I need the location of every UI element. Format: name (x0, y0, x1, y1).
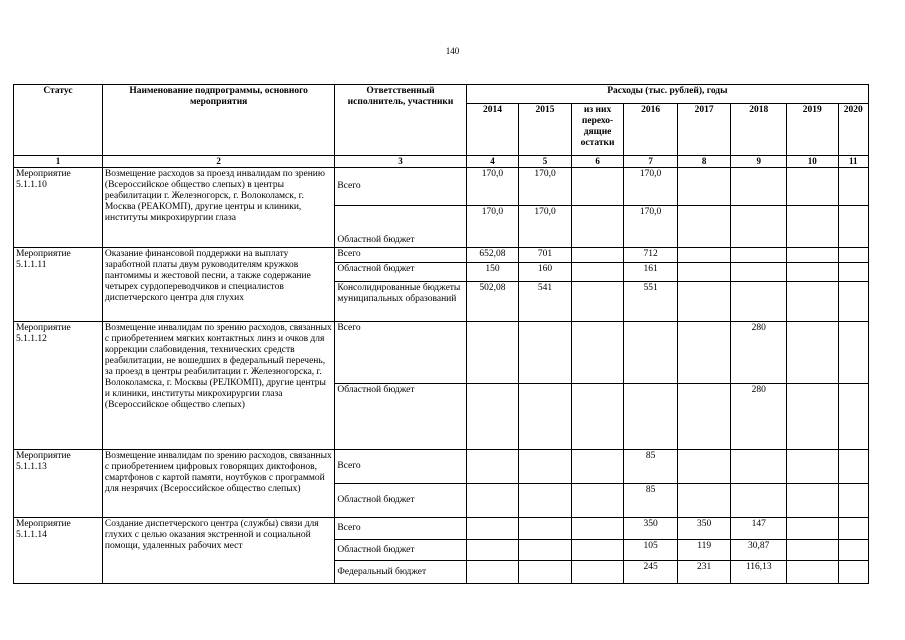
value-cell (677, 263, 731, 282)
value-cell (838, 168, 868, 206)
value-cell (838, 248, 868, 263)
value-cell (571, 518, 624, 540)
value-cell (571, 561, 624, 584)
row-status: Мероприятие 5.1.1.13 (14, 450, 103, 518)
value-cell: 170,0 (519, 206, 572, 248)
row-name: Оказание финансовой поддержки на выплату заработной платы двум руководителям кружков пантомимы и жестовой песни, а также содержание четырех сурдопереводчиков и специалистов диспетчерского центра для глухих (102, 248, 334, 322)
value-cell: 116,13 (731, 561, 787, 584)
value-cell (787, 518, 839, 540)
value-cell (624, 384, 678, 450)
header-year: 2019 (787, 104, 839, 156)
value-cell: 350 (677, 518, 731, 540)
value-cell (519, 322, 572, 384)
row-executor: Областной бюджет (335, 384, 466, 450)
value-cell (466, 484, 519, 518)
value-cell: 652,08 (466, 248, 519, 263)
value-cell (838, 206, 868, 248)
value-cell: 160 (519, 263, 572, 282)
value-cell: 280 (731, 384, 787, 450)
value-cell (838, 561, 868, 584)
row-executor: Областной бюджет (335, 263, 466, 282)
value-cell (787, 450, 839, 484)
header-year: 2017 (677, 104, 731, 156)
value-cell (838, 322, 868, 384)
value-cell (838, 518, 868, 540)
value-cell: 502,08 (466, 282, 519, 322)
value-cell: 161 (624, 263, 678, 282)
row-status: Мероприятие 5.1.1.10 (14, 168, 103, 248)
value-cell: 712 (624, 248, 678, 263)
value-cell (571, 540, 624, 561)
value-cell (624, 322, 678, 384)
column-number: 3 (335, 156, 466, 168)
header-year: 2014 (466, 104, 519, 156)
value-cell (571, 168, 624, 206)
value-cell: 231 (677, 561, 731, 584)
value-cell (677, 206, 731, 248)
value-cell (466, 384, 519, 450)
value-cell (677, 282, 731, 322)
value-cell (571, 206, 624, 248)
value-cell (519, 540, 572, 561)
row-executor: Всего (335, 168, 466, 206)
value-cell (838, 263, 868, 282)
value-cell (838, 484, 868, 518)
value-cell (466, 540, 519, 561)
value-cell (519, 561, 572, 584)
value-cell (787, 206, 839, 248)
value-cell (571, 263, 624, 282)
value-cell (466, 561, 519, 584)
column-number: 7 (624, 156, 678, 168)
header-name: Наименование подпрограммы, основного мероприятия (102, 85, 334, 156)
value-cell: 350 (624, 518, 678, 540)
row-executor: Консолидированные бюджеты муниципальных образований (335, 282, 466, 322)
value-cell (519, 484, 572, 518)
row-name: Возмещение инвалидам по зрению расходов, связанных с приобретением мягких контактных линз и очков для коррекции слабовидения, технических средств реабилитации, не вошедших в федеральный перечень, за проезд в центры реабилитации г. Железногорска, г. Волоколамска, г. Москвы (РЕЛКОМП), другие центры и клиники, институты микрохирургии глаза (Всероссийское общество слепых) (102, 322, 334, 450)
column-number: 5 (519, 156, 572, 168)
value-cell (731, 248, 787, 263)
header-year: 2018 (731, 104, 787, 156)
value-cell (787, 561, 839, 584)
header-year: 2020 (838, 104, 868, 156)
value-cell: 280 (731, 322, 787, 384)
value-cell (787, 168, 839, 206)
row-status: Мероприятие 5.1.1.11 (14, 248, 103, 322)
value-cell: 85 (624, 450, 678, 484)
value-cell: 85 (624, 484, 678, 518)
value-cell (677, 322, 731, 384)
value-cell (787, 540, 839, 561)
value-cell (787, 248, 839, 263)
row-executor: Всего (335, 322, 466, 384)
column-number: 10 (787, 156, 839, 168)
value-cell (731, 484, 787, 518)
value-cell (571, 322, 624, 384)
row-executor: Всего (335, 248, 466, 263)
row-name: Возмещение инвалидам по зрению расходов, связанных с приобретением цифровых говорящих диктофонов, смартфонов с картой памяти, ноутбуков с программой для незрячих (Всероссийское общество слепых) (102, 450, 334, 518)
value-cell (677, 384, 731, 450)
value-cell (466, 322, 519, 384)
value-cell (838, 540, 868, 561)
row-executor: Всего (335, 450, 466, 484)
value-cell (571, 248, 624, 263)
value-cell: 30,87 (731, 540, 787, 561)
value-cell: 170,0 (466, 168, 519, 206)
value-cell (571, 484, 624, 518)
column-number: 9 (731, 156, 787, 168)
column-number: 1 (14, 156, 103, 168)
value-cell: 150 (466, 263, 519, 282)
value-cell (787, 384, 839, 450)
value-cell (677, 450, 731, 484)
value-cell: 551 (624, 282, 678, 322)
column-number: 6 (571, 156, 624, 168)
header-executor: Ответственный исполнитель, участники (335, 85, 466, 156)
value-cell (677, 484, 731, 518)
value-cell: 541 (519, 282, 572, 322)
value-cell (677, 248, 731, 263)
value-cell (787, 282, 839, 322)
value-cell (519, 518, 572, 540)
page-number: 140 (445, 46, 460, 56)
row-executor: Всего (335, 518, 466, 540)
value-cell (787, 263, 839, 282)
value-cell: 170,0 (624, 206, 678, 248)
value-cell: 119 (677, 540, 731, 561)
value-cell: 170,0 (624, 168, 678, 206)
row-executor: Областной бюджет (335, 206, 466, 248)
value-cell: 245 (624, 561, 678, 584)
header-year: 2015 (519, 104, 572, 156)
value-cell (571, 282, 624, 322)
column-number: 2 (102, 156, 334, 168)
value-cell (466, 518, 519, 540)
value-cell: 105 (624, 540, 678, 561)
value-cell (787, 484, 839, 518)
value-cell (731, 282, 787, 322)
value-cell (731, 450, 787, 484)
column-number: 8 (677, 156, 731, 168)
value-cell (466, 450, 519, 484)
row-executor: Федеральный бюджет (335, 561, 466, 584)
row-status: Мероприятие 5.1.1.14 (14, 518, 103, 584)
value-cell (787, 322, 839, 384)
value-cell: 147 (731, 518, 787, 540)
value-cell (731, 263, 787, 282)
row-name: Возмещение расходов за проезд инвалидам по зрению (Всероссийское общество слепых) в центры реабилитации г. Железногорск, г. Волоколамск, г. Москва (РЕАКОМП), другие центры и клиники, институты микрохирургии глаза (102, 168, 334, 248)
value-cell: 701 (519, 248, 572, 263)
value-cell (571, 384, 624, 450)
value-cell (838, 450, 868, 484)
budget-table (13, 84, 869, 584)
value-cell: 170,0 (466, 206, 519, 248)
value-cell (571, 450, 624, 484)
value-cell (731, 168, 787, 206)
value-cell: 170,0 (519, 168, 572, 206)
value-cell (838, 384, 868, 450)
value-cell (677, 168, 731, 206)
value-cell (838, 282, 868, 322)
value-cell (731, 206, 787, 248)
header-year: 2016 (624, 104, 678, 156)
row-name: Создание диспетчерского центра (службы) связи для глухих с целью оказания экстренной и социальной помощи, удаленных рабочих мест (102, 518, 334, 584)
column-number: 11 (838, 156, 868, 168)
column-number: 4 (466, 156, 519, 168)
row-status: Мероприятие 5.1.1.12 (14, 322, 103, 450)
value-cell (519, 450, 572, 484)
header-status: Статус (14, 85, 103, 156)
header-carryover: из них перехо-дящие остатки (571, 104, 624, 156)
header-expenses: Расходы (тыс. рублей), годы (466, 85, 868, 104)
value-cell (519, 384, 572, 450)
row-executor: Областной бюджет (335, 540, 466, 561)
row-executor: Областной бюджет (335, 484, 466, 518)
